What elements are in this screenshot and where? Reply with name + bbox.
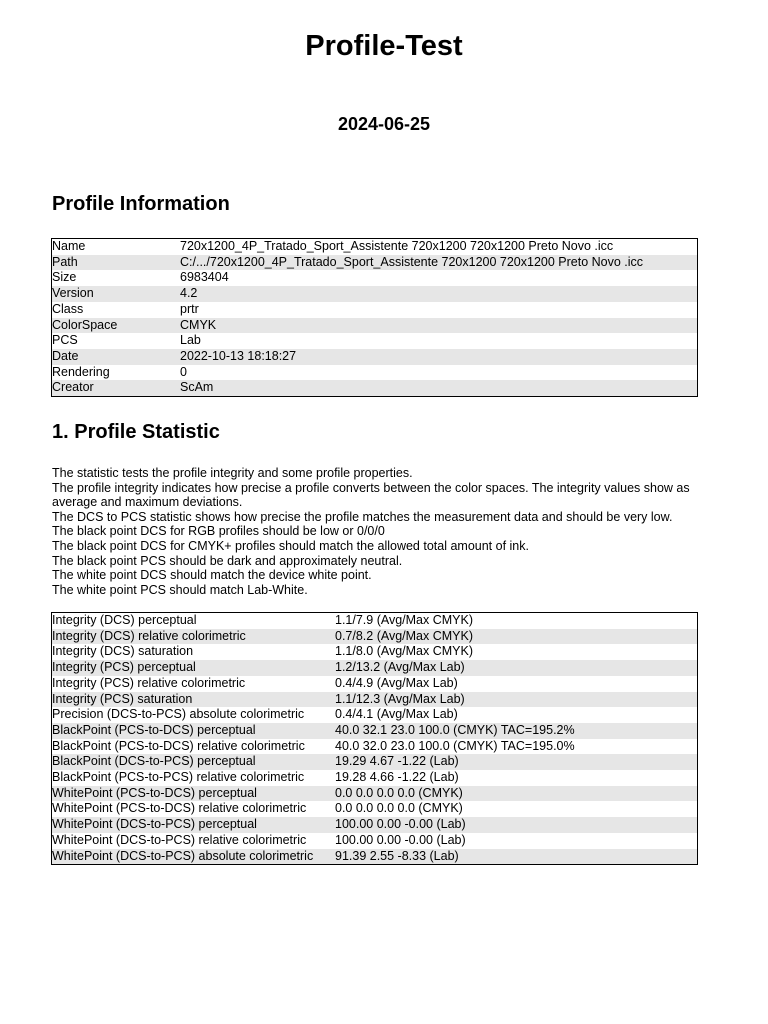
- row-key: BlackPoint (PCS-to-DCS) perceptual: [52, 723, 336, 739]
- row-key: WhitePoint (PCS-to-DCS) relative colorimetric: [52, 801, 307, 816]
- row-key: BlackPoint (DCS-to-PCS) perceptual: [52, 754, 336, 770]
- row-value: prtr: [180, 301, 199, 316]
- table-row: [52, 849, 698, 865]
- statistic-description: [52, 466, 722, 597]
- profile-information-table: [51, 238, 698, 397]
- row-value: 91.39 2.55 -8.33 (Lab): [335, 849, 698, 865]
- row-key: Name: [52, 239, 86, 253]
- row-value: 4.2: [180, 286, 698, 302]
- table-row: [52, 302, 698, 318]
- row-key: WhitePoint (DCS-to-PCS) relative colorimetric: [52, 832, 307, 847]
- row-key: Class: [52, 301, 84, 316]
- table-row: [52, 644, 698, 660]
- description-line: The white point PCS should match Lab-White.: [52, 582, 308, 597]
- profile-statistic-table: [51, 612, 698, 865]
- table-row: [52, 707, 698, 723]
- row-value: 100.00 0.00 -0.00 (Lab): [335, 832, 466, 847]
- row-value: 0.4/4.1 (Avg/Max Lab): [335, 707, 458, 722]
- description-line: The DCS to PCS statistic shows how precise the profile matches the measurement data and should be very low.: [52, 509, 673, 524]
- row-key: WhitePoint (PCS-to-DCS) perceptual: [52, 786, 336, 802]
- table-row: [52, 770, 698, 786]
- table-row: [52, 817, 698, 833]
- table-row: [52, 286, 698, 302]
- row-value: 0: [180, 364, 187, 379]
- row-value: 0.0 0.0 0.0 0.0 (CMYK): [335, 801, 463, 816]
- row-value: 40.0 32.1 23.0 100.0 (CMYK) TAC=195.2%: [335, 723, 698, 739]
- row-key: Integrity (DCS) saturation: [52, 644, 194, 659]
- table-row: [52, 349, 698, 365]
- row-value: 1.1/12.3 (Avg/Max Lab): [335, 692, 698, 708]
- row-key: Integrity (PCS) perceptual: [52, 660, 336, 676]
- row-key: BlackPoint (PCS-to-PCS) relative colorimetric: [52, 770, 305, 785]
- row-value: 19.28 4.66 -1.22 (Lab): [335, 770, 459, 785]
- table-row: [52, 255, 698, 271]
- row-key: PCS: [52, 333, 78, 348]
- description-line: The black point DCS for CMYK+ profiles should match the allowed total amount of ink.: [52, 538, 529, 553]
- row-key: Integrity (DCS) perceptual: [52, 613, 197, 627]
- table-row: [52, 613, 698, 629]
- row-value: 1.1/7.9 (Avg/Max CMYK): [335, 613, 474, 627]
- row-value: 2022-10-13 18:18:27: [180, 349, 698, 365]
- row-key: Version: [52, 286, 181, 302]
- row-value: Lab: [180, 333, 201, 348]
- row-value: C:/.../720x1200_4P_Tratado_Sport_Assistente 720x1200 720x1200 Preto Novo .icc: [180, 255, 698, 271]
- table-row: [52, 380, 698, 396]
- row-value: 100.00 0.00 -0.00 (Lab): [335, 817, 698, 833]
- row-value: 0.4/4.9 (Avg/Max Lab): [335, 675, 458, 690]
- row-key: Creator: [52, 380, 181, 396]
- row-value: 19.29 4.67 -1.22 (Lab): [335, 754, 698, 770]
- description-line: The black point DCS for RGB profiles should be low or 0/0/0: [52, 524, 385, 539]
- row-key: Integrity (PCS) saturation: [52, 692, 336, 708]
- row-value: 1.1/8.0 (Avg/Max CMYK): [335, 644, 474, 659]
- table-row: [52, 270, 698, 286]
- row-value: 0.7/8.2 (Avg/Max CMYK): [335, 629, 698, 645]
- page-title: Profile-Test: [305, 30, 463, 62]
- row-key: ColorSpace: [52, 318, 181, 334]
- row-value: 6983404: [180, 270, 229, 285]
- row-key: WhitePoint (DCS-to-PCS) absolute colorimetric: [52, 849, 336, 865]
- description-line: The statistic tests the profile integrity and some profile properties.: [52, 466, 413, 480]
- table-row: [52, 676, 698, 692]
- table-row: [52, 833, 698, 849]
- table-row: [52, 660, 698, 676]
- table-row: [52, 629, 698, 645]
- row-key: Integrity (PCS) relative colorimetric: [52, 675, 246, 690]
- row-key: WhitePoint (DCS-to-PCS) perceptual: [52, 817, 336, 833]
- table-row: [52, 739, 698, 755]
- row-value: 40.0 32.0 23.0 100.0 (CMYK) TAC=195.0%: [335, 738, 575, 753]
- row-key: BlackPoint (PCS-to-DCS) relative colorimetric: [52, 738, 305, 753]
- row-key: Integrity (DCS) relative colorimetric: [52, 629, 336, 645]
- report-date: 2024-06-25: [337, 114, 431, 134]
- row-key: Date: [52, 349, 181, 365]
- table-row: [52, 786, 698, 802]
- row-key: Rendering: [52, 364, 110, 379]
- table-row: [52, 333, 698, 349]
- description-line: The black point PCS should be dark and approximately neutral.: [52, 553, 403, 568]
- row-key: Path: [52, 255, 181, 271]
- table-row: [52, 239, 698, 255]
- description-line: The profile integrity indicates how precise a profile converts between the color spaces. The integrity values show as average and maximum deviations.: [52, 480, 690, 510]
- table-row: [52, 318, 698, 334]
- row-value: ScAm: [180, 380, 698, 396]
- profile-information-heading: Profile Information: [52, 193, 230, 215]
- table-row: [52, 365, 698, 381]
- row-value: 720x1200_4P_Tratado_Sport_Assistente 720x1200 720x1200 Preto Novo .icc: [180, 239, 614, 253]
- table-row: [52, 723, 698, 739]
- row-value: 1.2/13.2 (Avg/Max Lab): [335, 660, 698, 676]
- row-key: Precision (DCS-to-PCS) absolute colorimetric: [52, 707, 305, 722]
- profile-statistic-heading: 1. Profile Statistic: [52, 421, 220, 443]
- row-value: 0.0 0.0 0.0 0.0 (CMYK): [335, 786, 698, 802]
- table-row: [52, 692, 698, 708]
- row-value: CMYK: [180, 318, 698, 334]
- row-key: Size: [52, 270, 77, 285]
- description-line: The white point DCS should match the device white point.: [52, 568, 372, 583]
- table-row: [52, 754, 698, 770]
- table-row: [52, 801, 698, 817]
